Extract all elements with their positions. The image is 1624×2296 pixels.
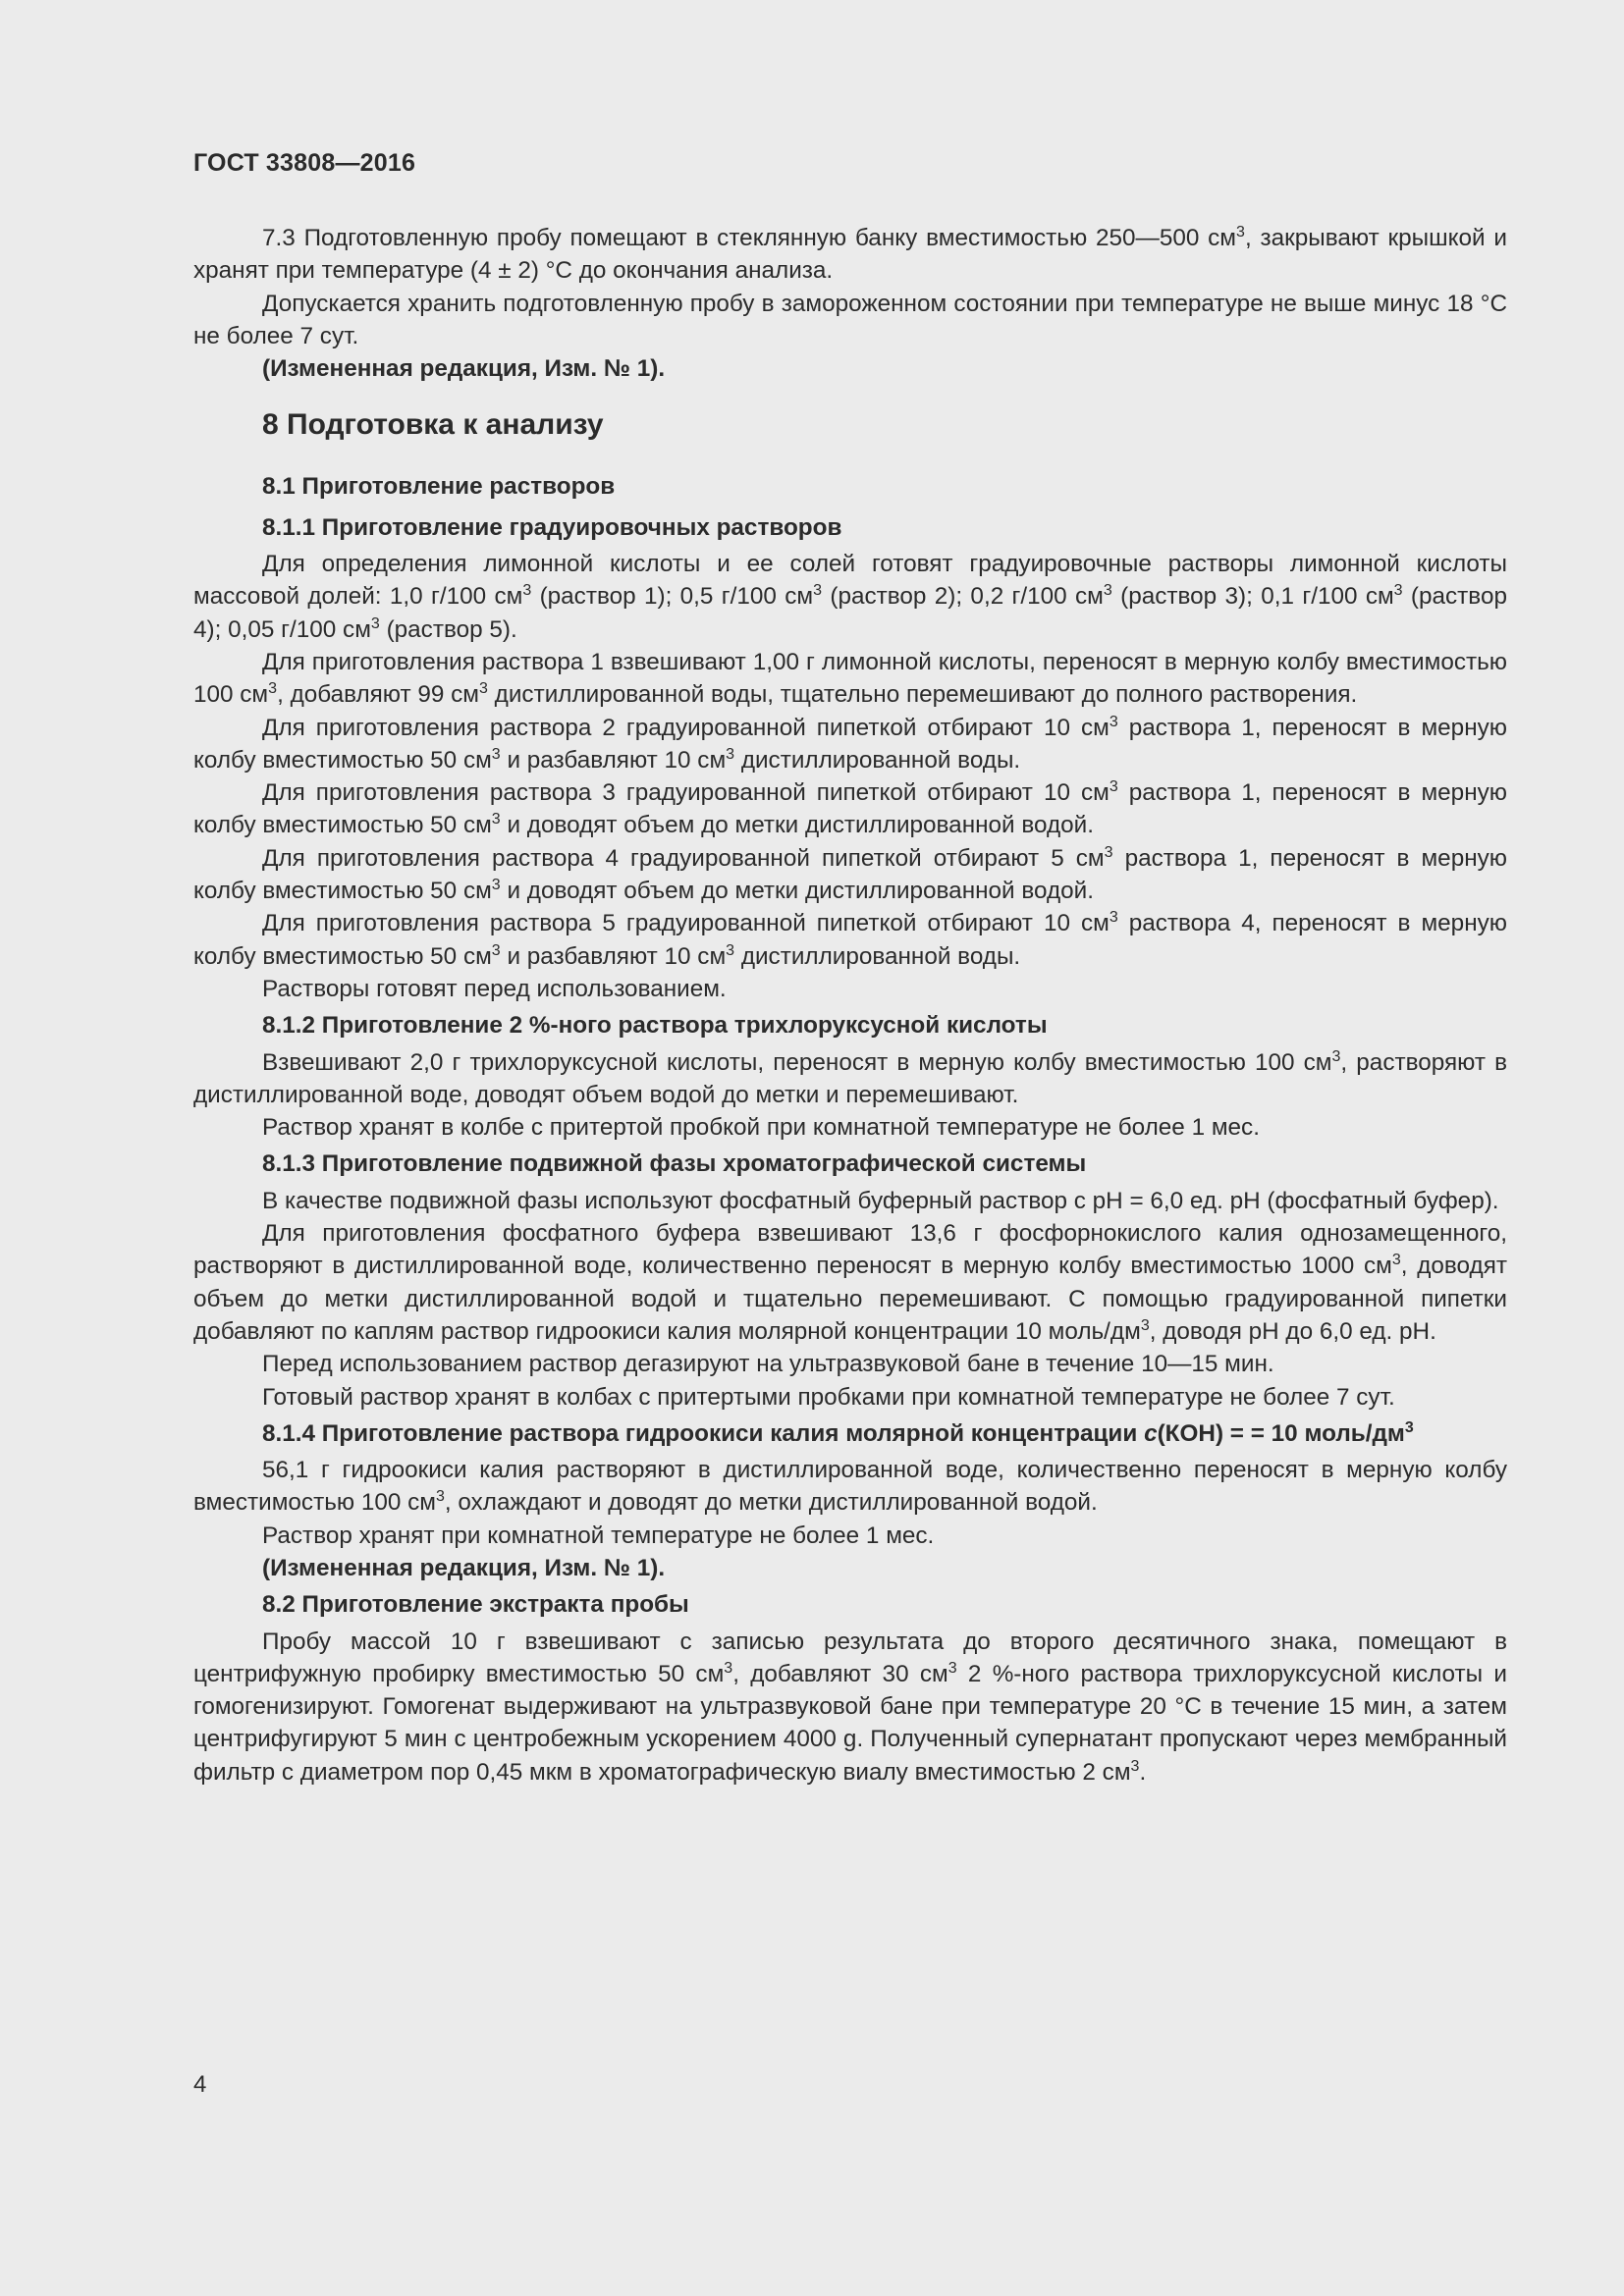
paragraph: Пробу массой 10 г взвешивают с записью результата до второго десятичного знака, помещают в центрифужную пробирку вместимостью 50 $см^3$, добавляют 30 $см^3$ 2 %-ного раствора трихлоруксусной кислоты и гомогенизируют. Гомогенат выдерживают на ультразвуковой бане при температуре 20 °С в течение 15 мин, а затем центрифугируют 5 мин с центробежным ускорением 4000 g. Полученный супернатант пропускают через мембранный фильтр с диаметром пор 0,45 мкм в хроматографическую виалу вместимостью 2 $см^3$. [193,1628,1507,1786]
section-8-1-2-title: 8.1.2 Приготовление 2 %-ного раствора трихлоруксусной кислоты [262,1012,1048,1040]
paragraph: Для приготовления раствора 3 градуированной пипеткой отбирают 10 $см^3$ раствора 1, переносят в мерную колбу вместимостью 50 $см^3$ и доводят объем до метки дистиллированной водой. [193,778,1507,839]
paragraph: В качестве подвижной фазы используют фосфатный буферный раствор с рН = 6,0 ед. рН (фосфатный буфер). [262,1187,1499,1214]
amendment-note: (Измененная редакция, Изм. № 1). [262,1554,666,1581]
section-8-1-3-title: 8.1.3 Приготовление подвижной фазы хроматографической системы [262,1150,1087,1178]
paragraph: Для приготовления раствора 4 градуированной пипеткой отбирают 5 $см^3$ раствора 1, переносят в мерную колбу вместимостью 50 $см^3$ и доводят объем до метки дистиллированной водой. [193,843,1507,905]
paragraph: Раствор хранят в колбе с притертой пробкой при комнатной температуре не более 1 мес. [262,1114,1260,1142]
paragraph: Раствор хранят при комнатной температуре не более 1 мес. [262,1522,935,1549]
paragraph: Допускается хранить подготовленную пробу в замороженном состоянии при температуре не выше минус 18 °С не более 7 сут. [193,290,1507,349]
paragraph-7-3: 7.3 Подготовленную пробу помещают в стеклянную банку вместимостью 250—500 $см^3$, закрывают крышкой и хранят при температуре (4 ± 2) °С до окончания анализа. [193,224,1507,285]
section-8-1-4-title: 8.1.4 Приготовление раствора гидроокиси калия молярной концентрации с(КОН) = = 10 моль/$дм^3$ [262,1418,1414,1447]
section-8-1-1-title: 8.1.1 Приготовление градуировочных растворов [262,513,842,541]
paragraph: Для определения лимонной кислоты и ее солей готовят градуировочные растворы лимонной кислоты массовой долей: 1,0 г/100 $см^3$ (раствор 1); 0,5 г/100 $см^3$ (раствор 2); 0,2 г/100 $см^3$ (раствор 3); 0,1 г/100 $см^3$ (раствор 4); 0,05 г/100 $см^3$ (раствор 5). [193,551,1507,643]
paragraph: Перед использованием раствор дегазируют на ультразвуковой бане в течение 10—15 мин. [262,1351,1274,1378]
amendment-note: (Измененная редакция, Изм. № 1). [262,355,666,383]
paragraph: Для приготовления раствора 5 градуированной пипеткой отбирают 10 $см^3$ раствора 4, переносят в мерную колбу вместимостью 50 $см^3$ и разбавляют 10 $см^3$ дистиллированной воды. [193,909,1507,970]
page-number: 4 [193,2071,207,2098]
section-8-1-title: 8.1 Приготовление растворов [262,473,616,501]
paragraph: Для приготовления раствора 1 взвешивают 1,00 г лимонной кислоты, переносят в мерную колбу вместимостью 100 $см^3$, добавляют 99 $см^3$ дистиллированной воды, тщательно перемешивают до полного растворения. [193,648,1507,709]
document-header: ГОСТ 33808—2016 [193,149,416,177]
section-8-title: 8 Подготовка к анализу [262,408,604,442]
paragraph: Для приготовления раствора 2 градуированной пипеткой отбирают 10 $см^3$ раствора 1, переносят в мерную колбу вместимостью 50 $см^3$ и разбавляют 10 $см^3$ дистиллированной воды. [193,713,1507,774]
paragraph: Растворы готовят перед использованием. [262,975,727,1002]
paragraph: 56,1 г гидроокиси калия растворяют в дистиллированной воде, количественно переносят в мерную колбу вместимостью 100 $см^3$, охлаждают и доводят до метки дистиллированной водой. [193,1457,1507,1517]
paragraph: Для приготовления фосфатного буфера взвешивают 13,6 г фосфорнокислого калия однозамещенного, растворяют в дистиллированной воде, количественно переносят в мерную колбу вместимостью 1000 $см^3$, доводят объем до метки дистиллированной водой и тщательно перемешивают. С помощью градуированной пипетки добавляют по каплям раствор гидроокиси калия молярной концентрации 10 моль/$дм^3$, доводя рН до 6,0 ед. рН. [193,1220,1507,1345]
paragraph: Готовый раствор хранят в колбах с притертыми пробками при комнатной температуре не более 7 сут. [262,1383,1395,1411]
paragraph: Взвешивают 2,0 г трихлоруксусной кислоты, переносят в мерную колбу вместимостью 100 $см^3$, растворяют в дистиллированной воде, доводят объем водой до метки и перемешивают. [193,1047,1507,1108]
section-8-2-title: 8.2 Приготовление экстракта пробы [262,1591,689,1619]
document-body [193,222,1507,1789]
